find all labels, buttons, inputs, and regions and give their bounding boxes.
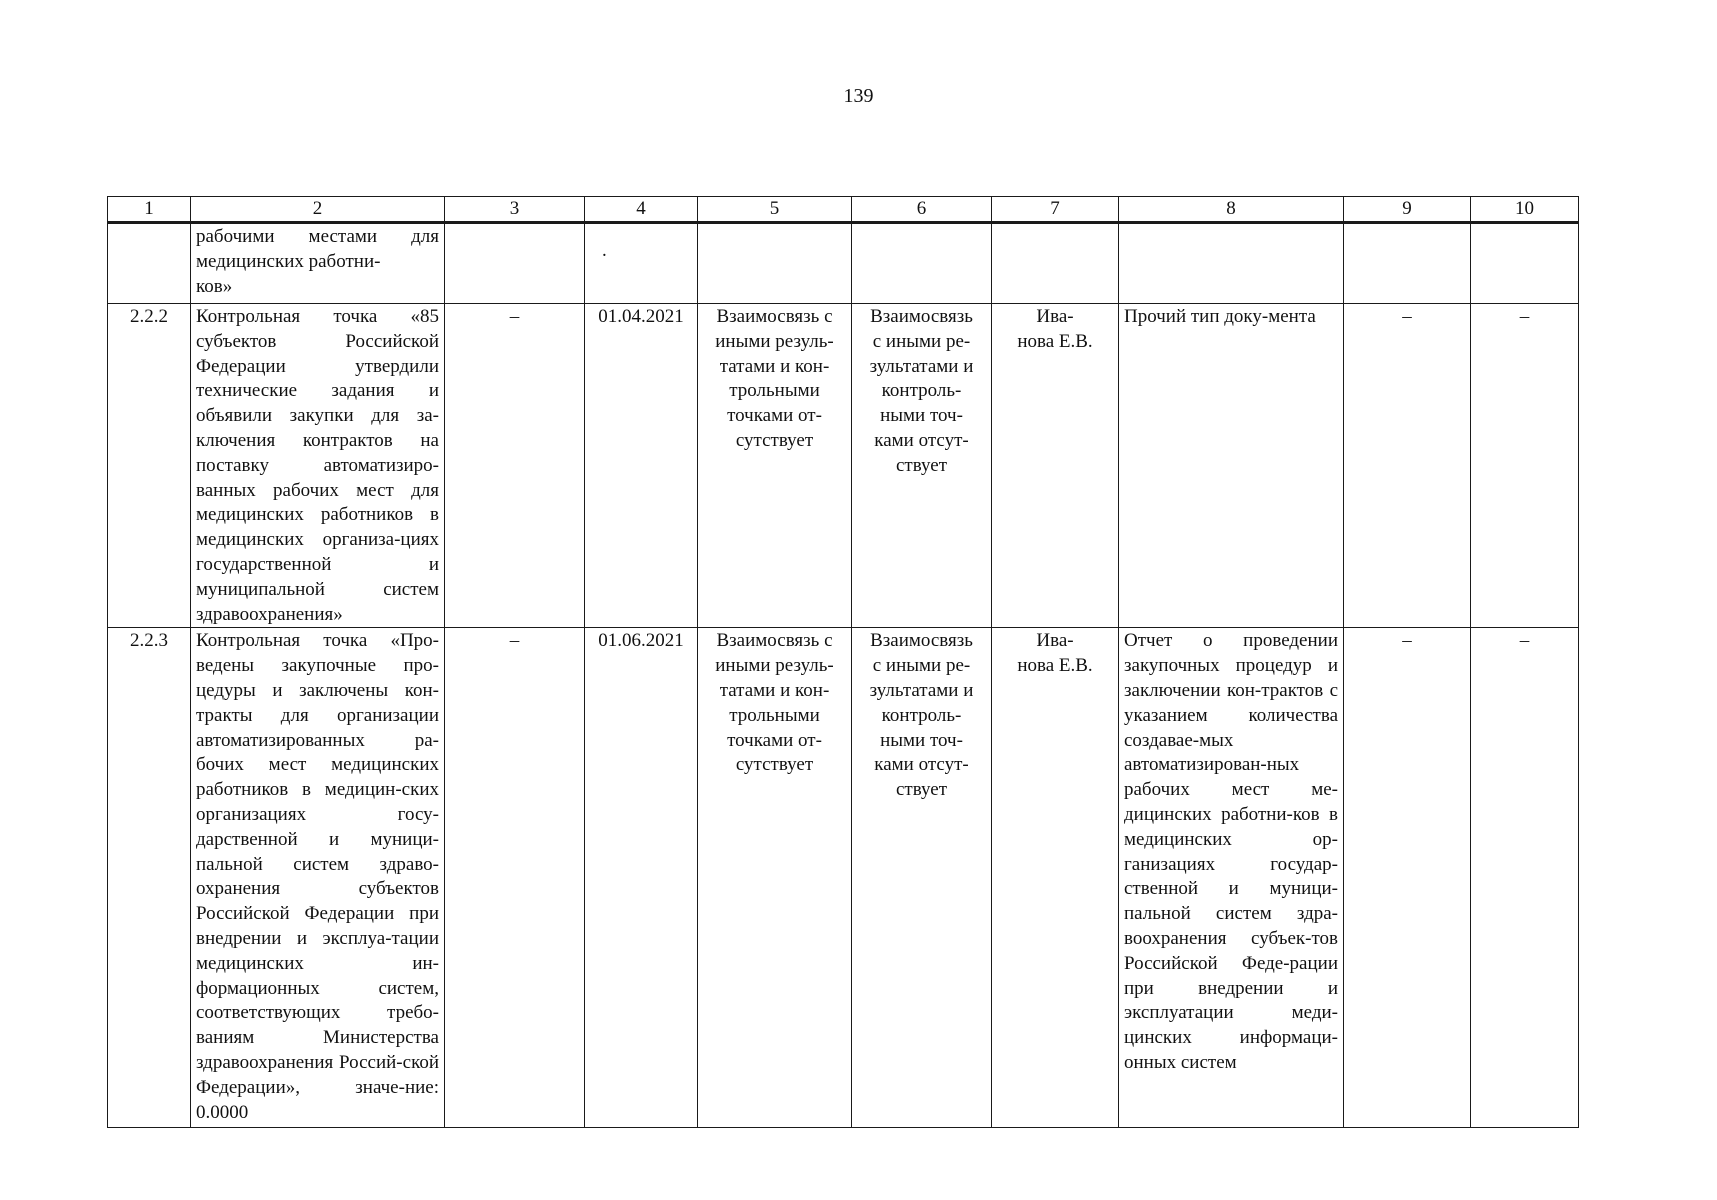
description-cell: Контрольная точка «Про-ведены закупочные про-цедуры и заключены кон-тракты для организации автоматизированных ра-бочих мест медицинских работников в медицин-ских организациях госу-дарственной и муници-пальной систем здраво-охранения субъектов Российской Федерации при внедрении и эксплуа-тации медицинских ин-формационных систем, соответствующих требо-ваниям Министерства здравоохранения Россий-ской Федерации», значе-ние: 0.0000 bbox=[191, 628, 445, 1128]
header-cell: 10 bbox=[1471, 197, 1579, 223]
header-cell: 6 bbox=[852, 197, 992, 223]
date-cell: 01.06.2021 bbox=[585, 628, 698, 1128]
row-number-cell: 2.2.3 bbox=[108, 628, 191, 1128]
header-cell: 8 bbox=[1119, 197, 1344, 223]
responsible-cell: Ива- нова Е.В. bbox=[992, 304, 1119, 628]
table-header-row bbox=[108, 197, 1579, 223]
header-cell: 5 bbox=[698, 197, 852, 223]
description-cell: Контрольная точка «85 субъектов Российской Федерации утвердили технические задания и объявили закупки для за-ключения контрактов на поставку автоматизиро-ванных рабочих мест для медицинских работников в медицинских организа-циях государственной и муниципальной систем здравоохранения» bbox=[191, 304, 445, 628]
cell-col5: Взаимосвязь с иными резуль- татами и кон- трольными точками от- сутствует bbox=[698, 628, 852, 1128]
cell-col10 bbox=[1471, 223, 1579, 304]
cell-col5: Взаимосвязь с иными резуль- татами и кон- трольными точками от- сутствует bbox=[698, 304, 852, 628]
cell-col9 bbox=[1344, 223, 1471, 304]
row-number-cell bbox=[108, 223, 191, 304]
document-type-cell: Прочий тип доку-мента bbox=[1119, 304, 1344, 628]
page-number: 139 bbox=[843, 85, 874, 107]
plan-table bbox=[107, 196, 1579, 1128]
cell-col3 bbox=[445, 223, 585, 304]
cell-col3: – bbox=[445, 628, 585, 1128]
header-cell: 4 bbox=[585, 197, 698, 223]
cell-col10: – bbox=[1471, 304, 1579, 628]
row-number-cell: 2.2.2 bbox=[108, 304, 191, 628]
description-cell: рабочими местами для медицинских работни- ков» bbox=[191, 223, 445, 304]
header-cell: 2 bbox=[191, 197, 445, 223]
cell-col8 bbox=[1119, 223, 1344, 304]
header-cell: 3 bbox=[445, 197, 585, 223]
cell-col4 bbox=[585, 223, 698, 304]
cell-col10: – bbox=[1471, 628, 1579, 1128]
stray-dot: . bbox=[602, 240, 607, 261]
date-cell: 01.04.2021 bbox=[585, 304, 698, 628]
responsible-cell: Ива- нова Е.В. bbox=[992, 628, 1119, 1128]
header-cell: 9 bbox=[1344, 197, 1471, 223]
cell-col9: – bbox=[1344, 304, 1471, 628]
table-row bbox=[108, 304, 1579, 628]
header-cell: 1 bbox=[108, 197, 191, 223]
table-row bbox=[108, 223, 1579, 304]
cell-col6 bbox=[852, 223, 992, 304]
cell-col9: – bbox=[1344, 628, 1471, 1128]
cell-col3: – bbox=[445, 304, 585, 628]
header-cell: 7 bbox=[992, 197, 1119, 223]
cell-col5 bbox=[698, 223, 852, 304]
table-row bbox=[108, 628, 1579, 1128]
document-type-cell: Отчет о проведении закупочных процедур и заключении кон-трактов с указанием количества создавае-мых автоматизирован-ных рабочих мест ме-дицинских работни-ков в медицинских ор-ганизациях государ-ственной и муници-пальной систем здра-воохранения субъек-тов Российской Феде-рации при внедрении и эксплуатации меди-цинских информаци-онных систем bbox=[1119, 628, 1344, 1128]
cell-col6: Взаимосвязь с иными ре- зультатами и контроль- ными точ- ками отсут- ствует bbox=[852, 304, 992, 628]
cell-col6: Взаимосвязь с иными ре- зультатами и контроль- ными точ- ками отсут- ствует bbox=[852, 628, 992, 1128]
cell-col7 bbox=[992, 223, 1119, 304]
